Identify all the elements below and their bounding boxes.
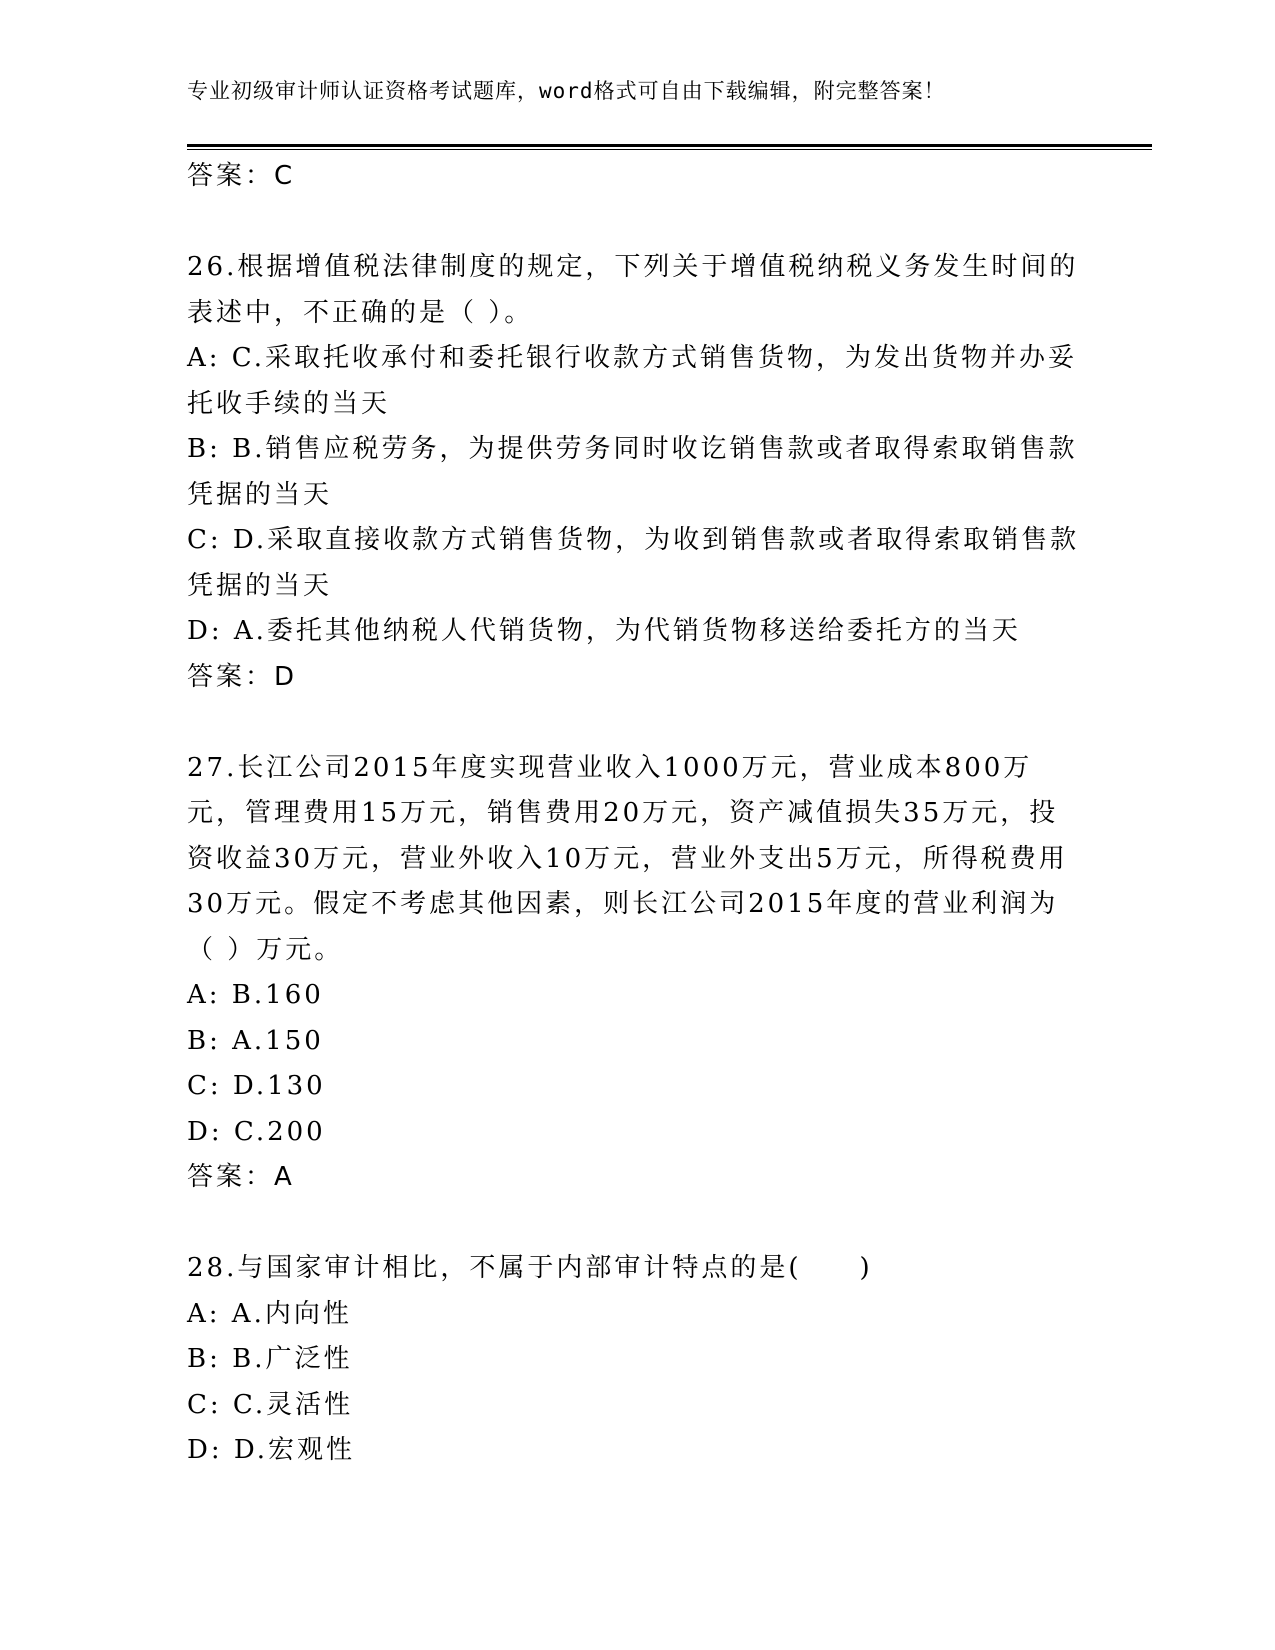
question-26-option-b: B: B.销售应税劳务，为提供劳务同时收讫销售款或者取得索取销售款凭据的当天 <box>187 434 1078 510</box>
header-rule-thin <box>187 149 1152 150</box>
question-28-option-b: B: B.广泛性 <box>187 1344 353 1374</box>
question-27 <box>187 746 1087 1201</box>
answer-25: 答案：C <box>187 161 296 191</box>
question-28 <box>187 1246 1087 1474</box>
question-27-option-b: B: A.150 <box>187 1025 324 1056</box>
question-27-option-c: C: D.130 <box>187 1071 326 1101</box>
question-26-stem: 26.根据增值税法律制度的规定，下列关于增值税纳税义务发生时间的表述中，不正确的是（ ）。 <box>187 252 1079 328</box>
question-26-option-a: A: C.采取托收承付和委托银行收款方式销售货物，为发出货物并办妥托收手续的当天 <box>187 343 1078 419</box>
page-header: 专业初级审计师认证资格考试题库，word格式可自由下载编辑，附完整答案！ <box>187 79 946 103</box>
question-28-option-a: A: A.内向性 <box>187 1298 352 1329</box>
question-28-option-d: D: D.宏观性 <box>187 1435 356 1465</box>
question-content <box>187 154 1087 1474</box>
header-rule-thick <box>187 144 1152 147</box>
question-26 <box>187 245 1087 700</box>
question-27-option-a: A: B.160 <box>187 980 324 1010</box>
question-27-stem: 27.长江公司2015年度实现营业收入1000万元，营业成本800万元，管理费用15万元，销售费用20万元，资产减值损失35万元，投资收益30万元，营业外收入10万元，营业外支出5万元，所得税费用30万元。假定不考虑其他因素，则长江公司2015年度的营业利润为（ ）万元。 <box>187 752 1068 965</box>
spacer <box>187 700 1087 746</box>
question-28-option-c: C: C.灵活性 <box>187 1389 354 1420</box>
spacer <box>187 200 1087 246</box>
question-27-option-d: D: C.200 <box>187 1116 326 1147</box>
question-26-option-c: C: D.采取直接收款方式销售货物，为收到销售款或者取得索取销售款凭据的当天 <box>187 525 1080 601</box>
question-28-stem: 28.与国家审计相比，不属于内部审计特点的是( ) <box>187 1253 873 1283</box>
question-27-answer: 答案：A <box>187 1162 295 1192</box>
question-26-answer: 答案：D <box>187 661 298 692</box>
question-26-option-d: D: A.委托其他纳税人代销货物，为代销货物移送给委托方的当天 <box>187 616 1021 646</box>
spacer <box>187 1201 1087 1247</box>
